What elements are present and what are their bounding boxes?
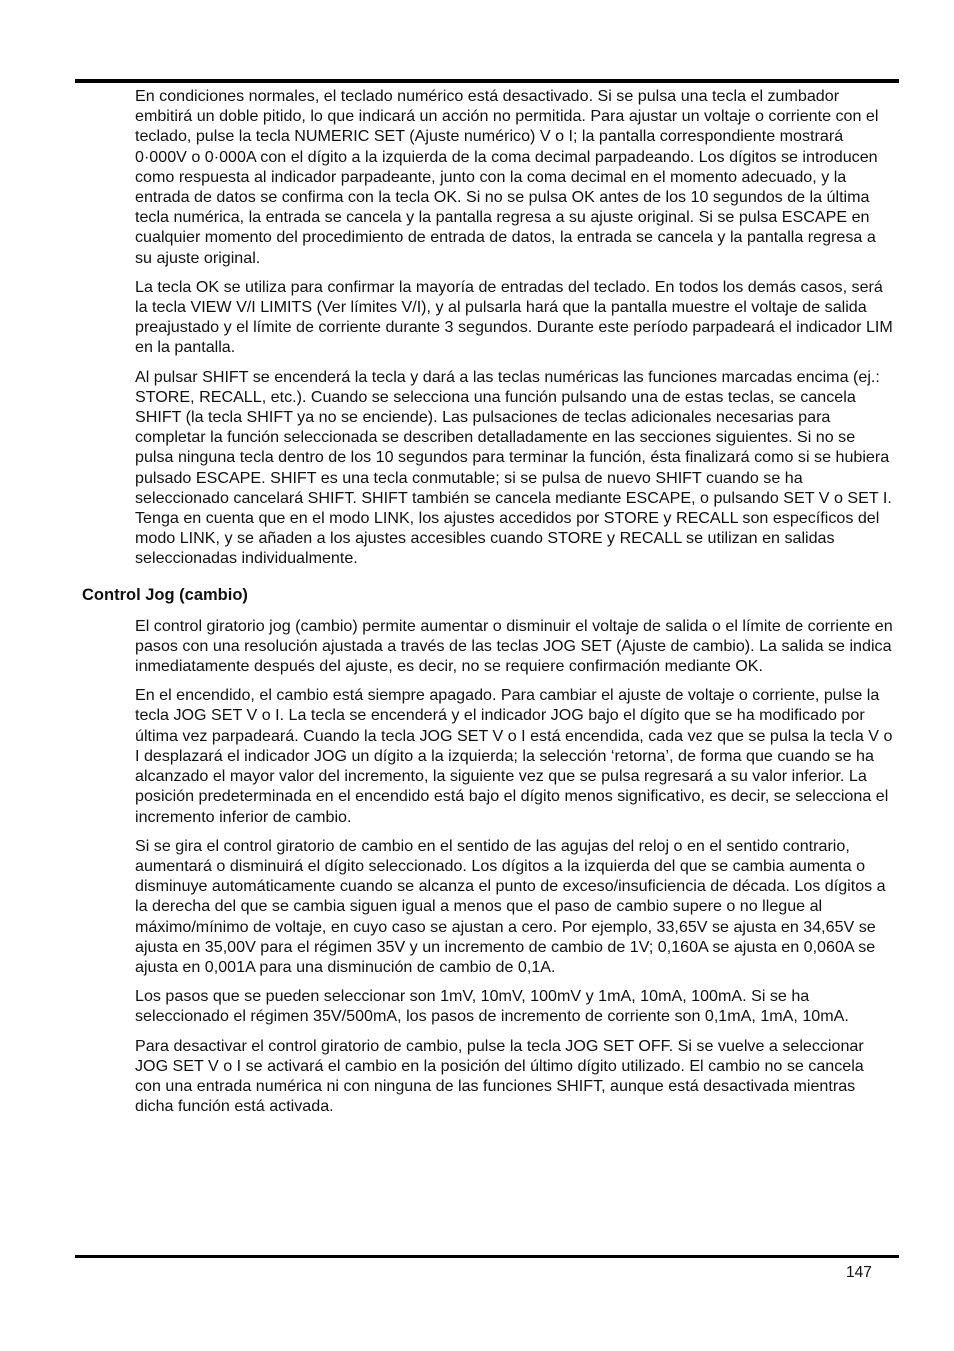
page-number: 147 <box>846 1264 872 1281</box>
paragraph-jog-rotation: Si se gira el control giratorio de cambio en el sentido de las agujas del reloj o en el sentido contrario, aumentará o disminuirá el dígito seleccionado. Los dígitos a la izquierda del que se cambia aumenta o disminuye automáticamente cuando se alcanza el punto de exceso/insuficiencia de década. Los dígitos a la derecha del que se cambia siguen igual a menos que el paso de cambio supere o no llegue al máximo/mínimo de voltaje, en cuyo caso se ajustan a cero. Por ejemplo, 33,65V se ajusta en 34,65V se ajusta en 35,00V para el régimen 35V y un incremento de cambio de 1V; 0,160A se ajusta en 0,060A se ajusta en 0,001A para una disminución de cambio de 0,1A. <box>135 836 886 976</box>
paragraph-jog-steps: Los pasos que se pueden seleccionar son 1mV, 10mV, 100mV y 1mA, 10mA, 100mA. Si se ha seleccionado el régimen 35V/500mA, los pasos de incremento de corriente son 0,1mA, 1mA, 10mA. <box>135 987 849 1026</box>
section-heading-jog-control: Control Jog (cambio) <box>82 585 248 604</box>
paragraph-numeric-keypad: En condiciones normales, el teclado numérico está desactivado. Si se pulsa una tecla el zumbador embitirá un doble pitido, lo que indicará un acción no permitida. Para ajustar un voltaje o corriente con el teclado, pulse la tecla NUMERIC SET (Ajuste numérico) V o I; la pantalla correspondiente mostrará 0·000V o 0·000A con el dígito a la izquierda de la coma decimal parpadeando. Los dígitos se introducen como respuesta al indicador parpadeante, junto con la coma decimal en el momento adecuado, y la entrada de datos se confirma con la tecla OK. Si no se pulsa OK antes de los 10 segundos de la última tecla numérica, la entrada se cancela y la pantalla regresa a su ajuste original. Si se pulsa ESCAPE en cualquier momento del procedimiento de entrada de datos, la entrada se cancela y la pantalla regresa a su ajuste original. <box>135 87 879 267</box>
paragraph-jog-disable: Para desactivar el control giratorio de cambio, pulse la tecla JOG SET OFF. Si se vuelve a seleccionar JOG SET V o I se activará el cambio en la posición del último dígito utilizado. El cambio no se cancela con una entrada numérica ni con ninguna de las funciones SHIFT, aunque está desactivada mientras dicha función está activada. <box>135 1036 864 1116</box>
footer-rule <box>75 1255 899 1258</box>
paragraph-shift-key: Al pulsar SHIFT se encenderá la tecla y dará a las teclas numéricas las funciones marcadas encima (ej.: STORE, RECALL, etc.). Cuando se selecciona una función pulsando una de estas teclas, se cancela SHIFT (la tecla SHIFT ya no se enciende). Las pulsaciones de teclas adicionales necesarias para completar la función seleccionada se describen detalladamente en las secciones siguientes. Si no se pulsa ninguna tecla dentro de los 10 segundos para terminar la función, ésta finalizará como si se hubiera pulsado ESCAPE. SHIFT es una tecla conmutable; si se pulsa de nuevo SHIFT cuando se ha seleccionado cancelará SHIFT. SHIFT también se cancela mediante ESCAPE, o pulsando SET V o SET I. Tenga en cuenta que en el modo LINK, los ajustes accedidos por STORE y RECALL son específicos del modo LINK, y se añaden a los ajustes accesibles cuando STORE y RECALL se utilizan en salidas seleccionadas individualmente. <box>135 367 892 568</box>
page-body <box>0 86 954 1125</box>
header-rule <box>75 79 899 83</box>
paragraph-jog-power-on: En el encendido, el cambio está siempre apagado. Para cambiar el ajuste de voltaje o corriente, pulse la tecla JOG SET V o I. La tecla se encenderá y el indicador JOG bajo el dígito que se ha modificado por última vez parpadeará. Cuando la tecla JOG SET V o I está encendida, cada vez que se pulsa la tecla V o I desplazará el indicador JOG un dígito a la izquierda; la selección ‘retorna’, de forma que cuando se ha alcanzado el mayor valor del incremento, la siguiente vez que se pulsa regresará a su valor inferior. La posición predeterminada en el encendido está bajo el dígito menos significativo, es decir, se selecciona el incremento inferior de cambio. <box>135 686 893 826</box>
paragraph-jog-intro: El control giratorio jog (cambio) permite aumentar o disminuir el voltaje de salida o el límite de corriente en pasos con una resolución ajustada a través de las teclas JOG SET (Ajuste de cambio). La salida se indica inmediatamente después del ajuste, es decir, no se requiere confirmación mediante OK. <box>135 616 893 676</box>
paragraph-ok-key: La tecla OK se utiliza para confirmar la mayoría de entradas del teclado. En todos los demás casos, será la tecla VIEW V/I LIMITS (Ver límites V/I), y al pulsarla hará que la pantalla muestre el voltaje de salida preajustado y el límite de corriente durante 3 segundos. Durante este período parpadeará el indicador LIM en la pantalla. <box>135 277 893 357</box>
